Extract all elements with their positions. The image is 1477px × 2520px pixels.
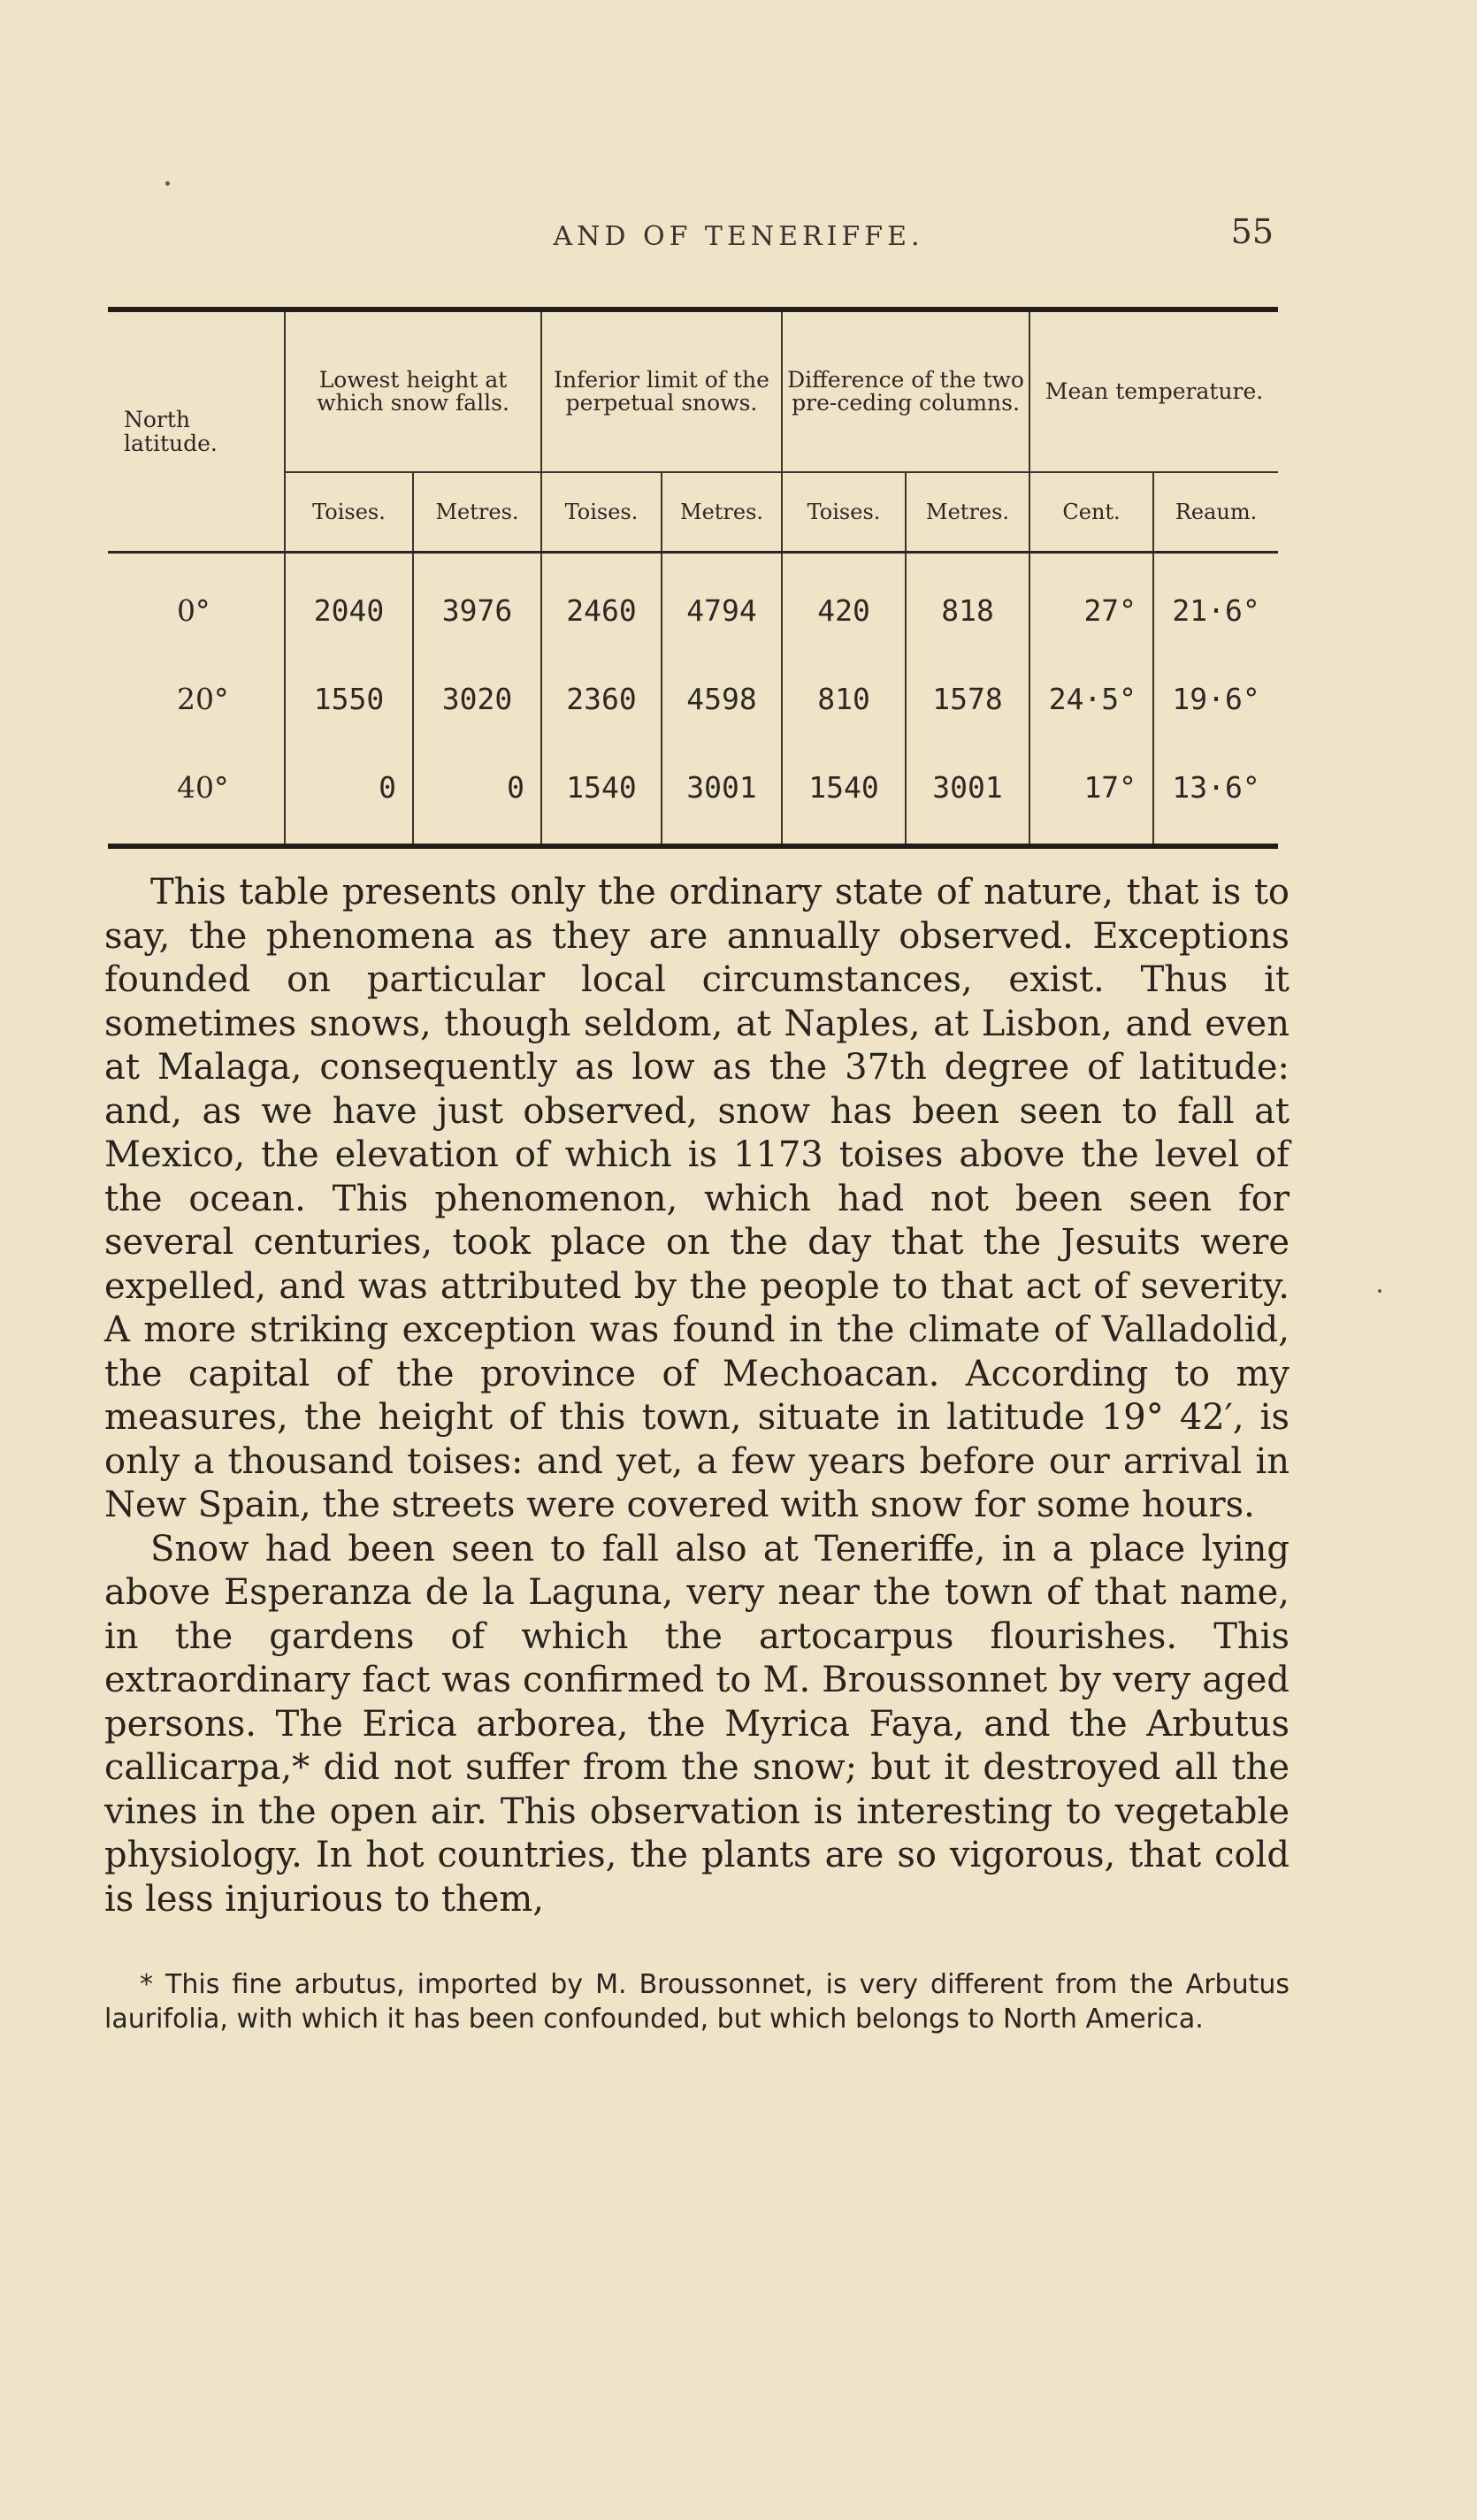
subheader-cent: Cent.	[1029, 472, 1153, 553]
table-cell: 810	[782, 654, 906, 743]
table-cell: 19·6°	[1153, 654, 1278, 743]
subheader-metres-1: Metres.	[413, 472, 541, 553]
table-cell: 4598	[662, 654, 782, 743]
table-cell: 21·6°	[1153, 566, 1278, 654]
latitude-cell: 40°	[177, 769, 229, 805]
table-cell: 1540	[782, 743, 906, 831]
footnote: * This fine arbutus, imported by M. Broussonnet, is very different from the Arbutus laurifolia, with which it has been confounded, but which belongs to North America.	[104, 1969, 1290, 2035]
header-lowest-snowfall: Lowest height at which snow falls.	[285, 312, 541, 472]
table-cell: 3001	[662, 743, 782, 831]
subheader-metres-2: Metres.	[662, 472, 782, 553]
latitude-cell: 20°	[177, 681, 229, 716]
table-cell: 2460	[541, 566, 662, 654]
table-bottom-rule	[108, 844, 1278, 849]
header-north-latitude: North latitude.	[124, 407, 218, 456]
table-cell: 3001	[906, 743, 1029, 831]
table-cell: 2360	[541, 654, 662, 743]
table-cell: 4794	[662, 566, 782, 654]
paper-speck	[165, 181, 170, 186]
body-text	[104, 871, 1290, 1921]
table-cell: 3976	[413, 566, 541, 654]
table-cell: 3020	[413, 654, 541, 743]
table-cell: 1540	[541, 743, 662, 831]
paragraph-2: Snow had been seen to fall also at Teneriffe, in a place lying above Esperanza de la Laguna, very near the town of that name, in the gardens of which the artocarpus flourishes. This extraordinary fact was confirmed to M. Broussonnet by very aged persons. The Erica arborea, the Myrica Faya, and the Arbutus callicarpa,* did not suffer from the snow; but it destroyed all the vines in the open air. This observation is interesting to vegetable physiology. In hot countries, the plants are so vigorous, that cold is less injurious to them,	[104, 1528, 1290, 1920]
snow-line-table	[108, 307, 1278, 849]
table-row	[108, 743, 1278, 831]
table-cell: 27°	[1029, 566, 1153, 654]
subheader-reaum: Reaum.	[1153, 472, 1278, 553]
running-title: AND OF TENERIFFE.	[553, 221, 924, 252]
table-cell: 1550	[285, 654, 413, 743]
table-cell: 420	[782, 566, 906, 654]
table-cell: 818	[906, 566, 1029, 654]
table-cell: 1578	[906, 654, 1029, 743]
table-cell: 13·6°	[1153, 743, 1278, 831]
table-cell: 0	[285, 743, 413, 831]
subheader-metres-3: Metres.	[906, 472, 1029, 553]
table-cell: 0	[413, 743, 541, 831]
header-difference: Difference of the two pre-ceding columns.	[782, 312, 1029, 472]
subheader-toises-2: Toises.	[541, 472, 662, 553]
paragraph-1: This table presents only the ordinary state of nature, that is to say, the phenomena as they are annually observed. Exceptions founded on particular local circumstances, exist. Thus it sometimes snows, though seldom, at Naples, at Lisbon, and even at Malaga, consequently as low as the 37th degree of latitude: and, as we have just observed, snow has been seen to fall at Mexico, the elevation of which is 1173 toises above the level of the ocean. This phenomenon, which had not been seen for several centuries, took place on the day that the Jesuits were expelled, and was attributed by the people to that act of severity. A more striking exception was found in the climate of Valladolid, the capital of the province of Mechoacan. According to my measures, the height of this town, situate in latitude 19° 42′, is only a thousand toises: and yet, a few years before our arrival in New Spain, the streets were covered with snow for some hours.	[104, 872, 1290, 1525]
table-row	[108, 654, 1278, 743]
table-cell: 24·5°	[1029, 654, 1153, 743]
table-cell: 17°	[1029, 743, 1153, 831]
subheader-toises-1: Toises.	[285, 472, 413, 553]
latitude-cell: 0°	[177, 592, 210, 628]
page-number: 55	[1230, 212, 1274, 251]
table-cell: 2040	[285, 566, 413, 654]
subheader-toises-3: Toises.	[782, 472, 906, 553]
header-mean-temperature: Mean temperature.	[1029, 312, 1278, 472]
header-perpetual-snow-limit: Inferior limit of the perpetual snows.	[541, 312, 782, 472]
table-row	[108, 566, 1278, 654]
paper-speck	[1378, 1289, 1381, 1293]
